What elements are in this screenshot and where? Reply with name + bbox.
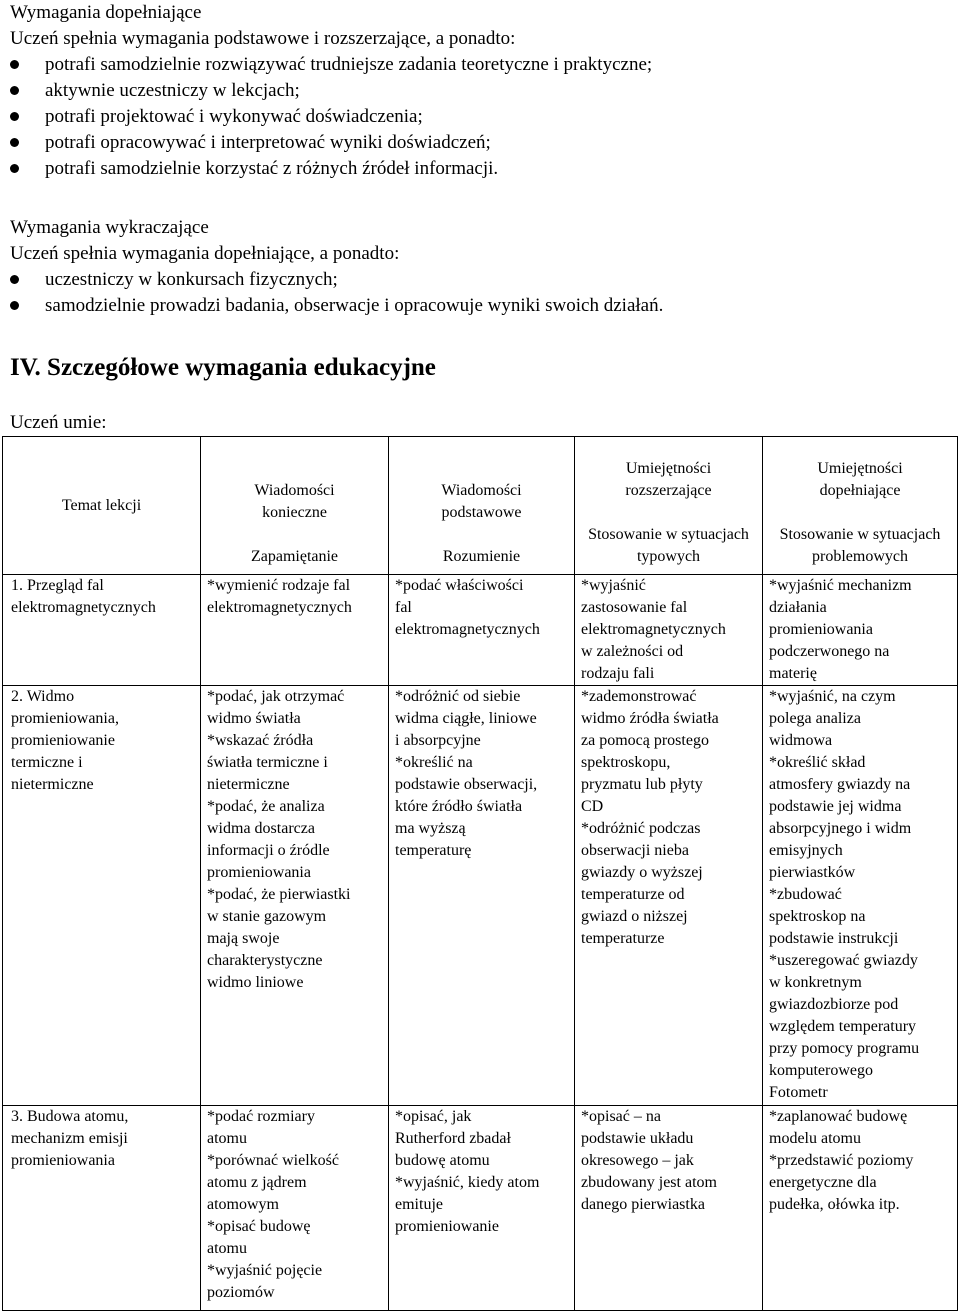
requirements-table (2, 436, 958, 1311)
cell-text: *porównać wielkość (207, 1152, 339, 1169)
cell-text: absorpcyjnego i widm (769, 820, 912, 837)
cell-text: temperaturze od (581, 886, 685, 903)
cell-text: gwiazdy o wyższej (581, 864, 703, 881)
cell-text: promieniowania (769, 621, 873, 638)
cell-text: *odróżnić od siebie (395, 688, 521, 705)
cell-text: ma wyższą (395, 820, 466, 837)
column-header (201, 437, 389, 575)
bullet-icon (10, 301, 19, 310)
cell-text: promieniowania (207, 864, 311, 881)
requirement-cell (201, 1106, 389, 1311)
column-header-title: podstawowe (441, 504, 522, 521)
cell-text: *opisać – na (581, 1108, 661, 1125)
cell-text: za pomocą prostego (581, 732, 709, 749)
cell-text: promieniowanie (395, 1218, 499, 1235)
cell-text: *podać, że analiza (207, 798, 325, 815)
cell-text: danego pierwiastka (581, 1196, 705, 1213)
dopelniajace-item-text: potrafi opracowywać i interpretować wyniki doświadczeń; (45, 132, 491, 153)
lead-dopelniajace: Uczeń spełnia wymagania podstawowe i rozszerzające, a ponadto: (10, 28, 516, 49)
cell-text: nietermiczne (11, 776, 94, 793)
column-header (575, 437, 763, 575)
cell-text: *podać, jak otrzymać (207, 688, 345, 705)
cell-text: temperaturze (581, 930, 665, 947)
cell-text: *podać właściwości (395, 577, 524, 594)
column-header-title: Umiejętności (817, 460, 903, 477)
table-row (3, 575, 958, 686)
cell-text: *opisać budowę (207, 1218, 311, 1235)
column-header-subtitle: Rozumienie (442, 548, 521, 565)
cell-text: CD (581, 798, 604, 815)
cell-text: *wyjaśnić mechanizm (769, 577, 912, 594)
cell-text: poziomów (207, 1284, 275, 1301)
cell-text: pudełka, ołówka itp. (769, 1196, 900, 1213)
topic-cell (3, 686, 201, 1106)
uczen-umie-label: Uczeń umie: (10, 412, 107, 433)
dopelniajace-item-text: potrafi samodzielnie rozwiązywać trudniejsze zadania teoretyczne i praktyczne; (45, 54, 653, 75)
cell-text: modelu atomu (769, 1130, 861, 1147)
cell-text: *zademonstrować (581, 688, 697, 705)
cell-text: zbudowany jest atom (581, 1174, 717, 1191)
cell-text: elektromagnetycznych (207, 599, 352, 616)
section-title-wykraczajace: Wymagania wykraczające (10, 217, 209, 238)
bullet-icon (10, 275, 19, 284)
cell-text: i absorpcyjne (395, 732, 481, 749)
cell-text: mają swoje (207, 930, 280, 947)
cell-text: podstawie obserwacji, (395, 776, 538, 793)
column-header (389, 437, 575, 575)
cell-text: informacji o źródle (207, 842, 330, 859)
requirement-cell (763, 1106, 958, 1311)
bullet-icon (10, 86, 19, 95)
cell-text: widma dostarcza (207, 820, 315, 837)
cell-text: pierwiastków (769, 864, 856, 881)
cell-text: *odróżnić podczas (581, 820, 701, 837)
cell-text: gwiazd o niższej (581, 908, 688, 925)
dopelniajace-item-text: aktywnie uczestniczy w lekcjach; (45, 80, 300, 101)
topic-cell (3, 575, 201, 686)
cell-text: *wymienić rodzaje fal (207, 577, 351, 594)
column-header-title: Umiejętności (625, 460, 712, 477)
cell-text: podczerwonego na (769, 643, 890, 660)
column-header-subtitle: Stosowanie w sytuacjach problemowych (779, 526, 941, 565)
cell-text: elektromagnetycznych (395, 621, 540, 638)
header-spacer (393, 524, 570, 546)
cell-text: 3. Budowa atomu, (11, 1108, 129, 1125)
cell-text: gwiazdozbiorze pod (769, 996, 899, 1013)
cell-text: temperaturę (395, 842, 472, 859)
cell-text: emituje (395, 1196, 443, 1213)
dopelniajace-item-text: potrafi samodzielnie korzystać z różnych źródeł informacji. (45, 158, 499, 179)
column-header-title: Temat lekcji (61, 496, 142, 514)
column-header-subtitle: Stosowanie w sytuacjach typowych (588, 526, 749, 565)
cell-text: *podać, że pierwiastki (207, 886, 351, 903)
cell-text: widmo źródła światła (581, 710, 719, 727)
cell-text: zastosowanie fal (581, 599, 688, 616)
column-header-title: Wiadomości (441, 482, 522, 499)
bullet-icon (10, 164, 19, 173)
requirement-cell (389, 686, 575, 1106)
cell-text: nietermiczne (207, 776, 290, 793)
cell-text: podstawie jej widma (769, 798, 902, 815)
column-header-title: konieczne (262, 504, 327, 521)
bullet-icon (10, 60, 19, 69)
cell-text: widmo światła (207, 710, 301, 727)
requirement-cell (575, 575, 763, 686)
cell-text: 1. Przegląd fal (11, 577, 104, 594)
requirement-cell (389, 1106, 575, 1311)
cell-text: *wyjaśnić pojęcie (207, 1262, 323, 1279)
cell-text: widmo liniowe (207, 974, 304, 991)
cell-text: w stanie gazowym (207, 908, 327, 925)
cell-text: budowę atomu (395, 1152, 490, 1169)
wykraczajace-item-text: uczestniczy w konkursach fizycznych; (45, 269, 338, 290)
table-row (3, 686, 958, 1106)
cell-text: fal (395, 599, 412, 616)
cell-text: widma ciągłe, liniowe (395, 710, 537, 727)
cell-text: atomowym (207, 1196, 279, 1213)
cell-text: charakterystyczne (207, 952, 323, 969)
cell-text: działania (769, 599, 827, 616)
column-header-title: Wiadomości (254, 482, 335, 499)
header-spacer (767, 502, 953, 524)
cell-text: komputerowego (769, 1062, 873, 1079)
cell-text: *wyjaśnić, kiedy atom (395, 1174, 540, 1191)
requirement-cell (201, 575, 389, 686)
column-header-title: rozszerzające (625, 482, 712, 499)
cell-text: podstawie układu (581, 1130, 694, 1147)
cell-text: pryzmatu lub płyty (581, 776, 703, 793)
requirement-cell (575, 1106, 763, 1311)
cell-text: *zbudować (769, 886, 842, 903)
cell-text: termiczne i (11, 754, 83, 771)
cell-text: atomu z jądrem (207, 1174, 307, 1191)
cell-text: Rutherford zbadał (395, 1130, 511, 1147)
cell-text: promieniowania, (11, 710, 119, 727)
cell-text: *zaplanować budowę (769, 1108, 908, 1125)
header-spacer (579, 502, 758, 524)
requirement-cell (763, 575, 958, 686)
cell-text: *opisać, jak (395, 1108, 472, 1125)
lead-wykraczajace: Uczeń spełnia wymagania dopełniające, a ponadto: (10, 243, 400, 264)
cell-text: atmosfery gwiazdy na (769, 776, 911, 793)
cell-text: względem temperatury (769, 1018, 917, 1035)
cell-text: promieniowania (11, 1152, 115, 1169)
cell-text: światła termiczne i (207, 754, 328, 771)
cell-text: w zależności od (581, 643, 684, 660)
cell-text: atomu (207, 1130, 247, 1147)
cell-text: spektroskopu, (581, 754, 671, 771)
section-title-dopelniajace: Wymagania dopełniające (10, 2, 202, 23)
cell-text: *wyjaśnić, na czym (769, 688, 896, 705)
cell-text: *wskazać źródła (207, 732, 314, 749)
cell-text: elektromagnetycznych (11, 599, 156, 616)
cell-text: które źródło światła (395, 798, 523, 815)
cell-text: mechanizm emisji (11, 1130, 128, 1147)
dopelniajace-item-text: potrafi projektować i wykonywać doświadczenia; (45, 106, 423, 127)
column-header (3, 437, 201, 575)
cell-text: promieniowanie (11, 732, 115, 749)
cell-text: w konkretnym (769, 974, 862, 991)
bullet-icon (10, 112, 19, 121)
cell-text: *uszeregować gwiazdy (769, 952, 918, 969)
column-header-subtitle: Zapamiętanie (250, 548, 339, 565)
cell-text: *określić na (395, 754, 473, 771)
table-header-row (3, 437, 958, 575)
cell-text: polega analiza (769, 710, 861, 727)
cell-text: *podać rozmiary (207, 1108, 315, 1125)
cell-text: obserwacji nieba (581, 842, 689, 859)
cell-text: energetyczne dla (769, 1174, 877, 1191)
column-header (763, 437, 958, 575)
cell-text: emisyjnych (769, 842, 843, 859)
cell-text: spektroskop na (769, 908, 866, 925)
cell-text: *wyjaśnić (581, 577, 646, 594)
cell-text: *przedstawić poziomy (769, 1152, 914, 1169)
column-header-title: dopełniające (819, 482, 901, 499)
cell-text: Fotometr (769, 1084, 828, 1101)
cell-text: podstawie instrukcji (769, 930, 899, 947)
cell-text: elektromagnetycznych (581, 621, 726, 638)
table-row (3, 1106, 958, 1311)
cell-text: 2. Widmo (11, 688, 75, 705)
requirement-cell (763, 686, 958, 1106)
section-heading: IV. Szczegółowe wymagania edukacyjne (10, 354, 436, 381)
cell-text: rodzaju fali (581, 665, 655, 682)
bullet-icon (10, 138, 19, 147)
cell-text: materię (769, 665, 817, 682)
cell-text: okresowego – jak (581, 1152, 694, 1169)
cell-text: atomu (207, 1240, 247, 1257)
cell-text: *określić skład (769, 754, 866, 771)
header-spacer (205, 524, 384, 546)
cell-text: widmowa (769, 732, 833, 749)
requirement-cell (389, 575, 575, 686)
wykraczajace-item-text: samodzielnie prowadzi badania, obserwacje i opracowuje wyniki swoich działań. (45, 295, 664, 316)
requirement-cell (575, 686, 763, 1106)
requirement-cell (201, 686, 389, 1106)
cell-text: przy pomocy programu (769, 1040, 920, 1057)
topic-cell (3, 1106, 201, 1311)
